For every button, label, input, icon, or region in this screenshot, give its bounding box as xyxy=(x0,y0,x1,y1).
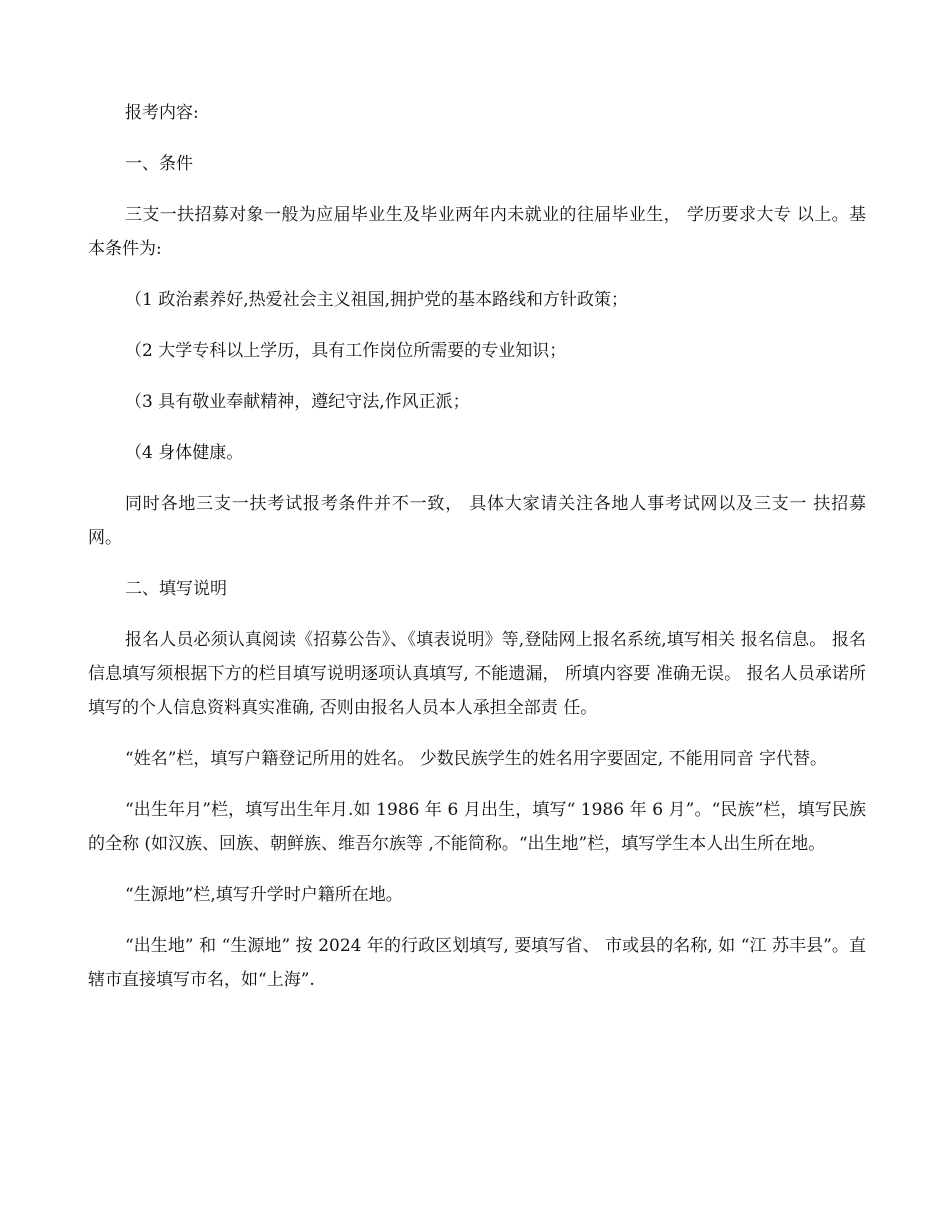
paragraph-recruitment-target: 三支一扶招募对象一般为应届毕业生及毕业两年内未就业的往届毕业生， 学历要求大专 以上。基本条件为: xyxy=(88,205,866,259)
paragraph-origin-field: “生源地”栏,填写升学时户籍所在地。 xyxy=(125,885,403,905)
paragraph-regional-difference: 同时各地三支一扶考试报考条件并不一致， 具体大家请关注各地人事考试网以及三支一 扶招募网。 xyxy=(88,494,866,548)
paragraph-registration-notice: 报名人员必须认真阅读《招募公告》、《填表说明》等,登陆网上报名系统,填写相关 报名信息。 报名信息填写须根据下方的栏目填写说明逐项认真填写, 不能遗漏， 所填内容要 准确无误。 报名人员承诺所填写的个人信息资料真实准确, 否则由报名人员本人承担全部责 任。 xyxy=(88,630,866,718)
paragraph-exam-content-heading: 报考内容: xyxy=(125,103,199,123)
document-body xyxy=(88,96,866,997)
paragraph-birth-ethnicity-fields: “出生年月”栏，填写出生年月.如 1986 年 6 月出生，填写“ 1986 年 6 月”。“民族”栏，填写民族的全称 (如汉族、回族、朝鲜族、维吾尔族等 ,不能简称。“出生地”栏，填写学生本人出生所在地。 xyxy=(88,800,866,854)
paragraph-condition-4: （4 身体健康。 xyxy=(125,443,244,463)
paragraph-condition-2: （2 大学专科以上学历，具有工作岗位所需要的专业知识； xyxy=(125,341,567,361)
paragraph-condition-1: （1 政治素养好,热爱社会主义祖国,拥护党的基本路线和方针政策； xyxy=(125,290,629,310)
paragraph-section-one-heading: 一、条件 xyxy=(125,154,193,174)
paragraph-condition-3: （3 具有敬业奉献精神，遵纪守法,作风正派； xyxy=(125,392,470,412)
paragraph-region-division: “出生地” 和 “生源地” 按 2024 年的行政区划填写, 要填写省、 市或县的名称, 如 “江 苏丰县”。直辖市直接填写市名，如“上海”. xyxy=(88,936,866,990)
paragraph-name-field: “姓名”栏，填写户籍登记所用的姓名。 少数民族学生的姓名用字要固定, 不能用同音 字代替。 xyxy=(125,749,827,769)
paragraph-section-two-heading: 二、填写说明 xyxy=(125,579,227,599)
